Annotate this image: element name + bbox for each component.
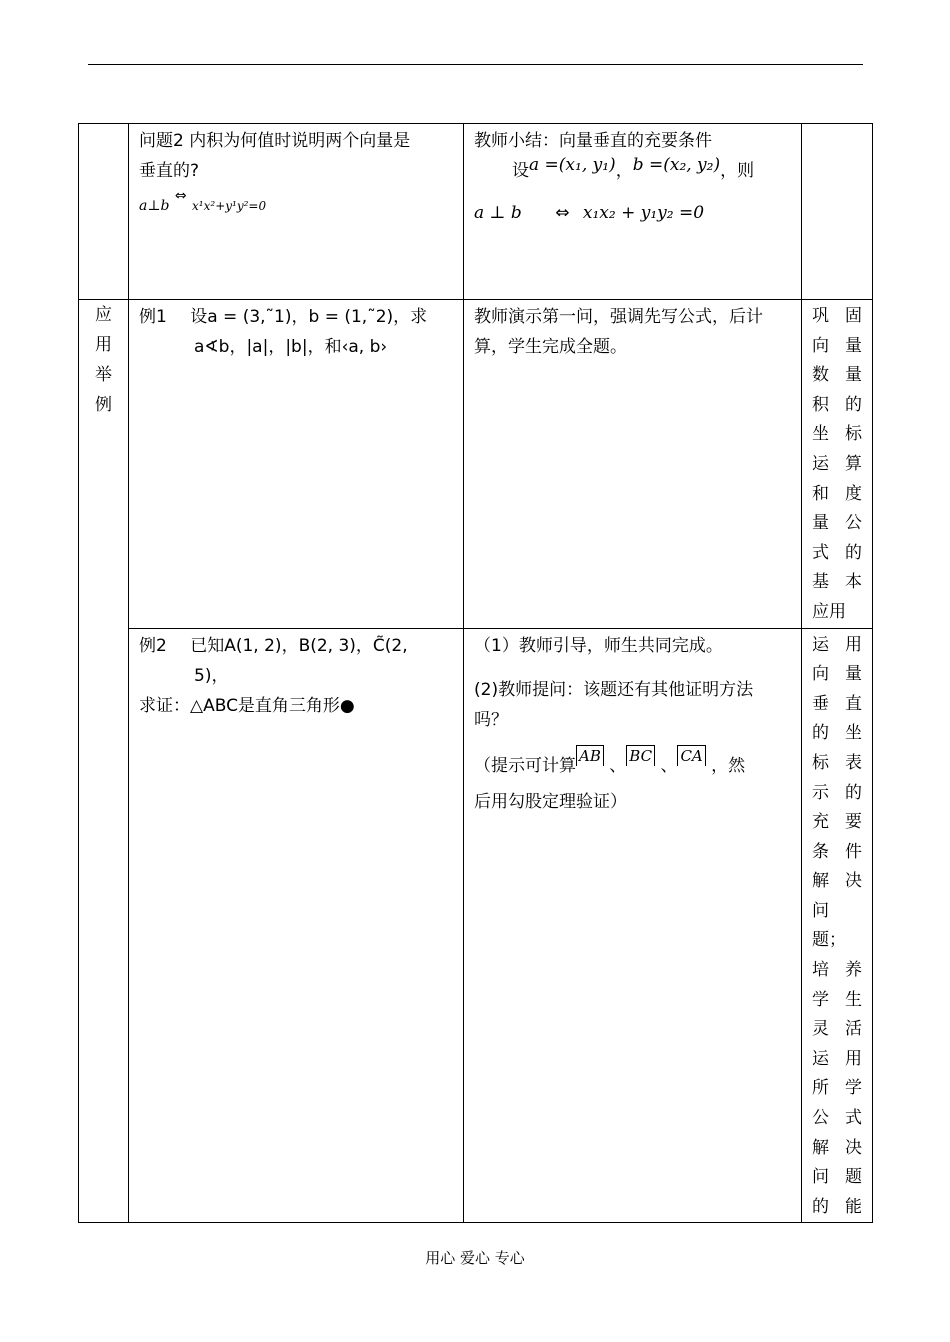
vector-bc-magnitude: BC [626,745,655,766]
purpose-pair: 所 学 [812,1078,862,1099]
teacher-guide-line: (2)教师提问：该题还有其他证明方法 [474,679,754,700]
purpose-pair: 解 决 [812,1137,862,1158]
teacher-guide-cell [464,628,802,1223]
purpose-cell [802,628,873,1223]
page-footer: 用心 爱心 专心 [425,1249,525,1267]
purpose-line: 应用 [812,601,846,622]
vector-definition [474,156,791,186]
purpose-cell-empty [802,124,873,300]
teacher-demo-line: 算，学生完成全题。 [474,337,627,357]
teacher-guide-line: （1）教师引导，师生共同完成。 [474,635,723,656]
purpose-pair: 的 能 [812,1196,862,1217]
vector-b: b =(x₂, y₂) [632,155,721,175]
purpose-pair: 向 量 [812,335,862,356]
example1-cell [129,300,464,629]
table-row [79,124,873,300]
teacher-demo-cell [464,300,802,629]
purpose-pair: 垂 直 [812,693,862,714]
formula-right: x¹x²+y¹y²=0 [192,199,267,213]
lesson-plan-table [78,123,873,1223]
purpose-pair: 坐 标 [812,424,862,445]
purpose-pair: 充 要 [812,812,862,833]
vector-a: a =(x₁, y₁) [529,155,616,175]
purpose-pair: 学 生 [812,989,862,1010]
purpose-pair: 运 用 [812,1048,862,1069]
teacher-guide-line: 吗？ [474,709,508,730]
vector-ab-magnitude: AB [576,745,604,766]
condition-iff: ⇔ [555,203,570,223]
hint-suffix: ，然 [711,755,746,776]
section-label-char: 例 [95,395,112,415]
problem-line: 垂直的? [139,161,200,181]
section-label-char: 应 [95,305,112,325]
purpose-pair: 积 的 [812,394,862,415]
example1-text: 设a = (3,˜1)，b = (1,˜2)，求 [190,307,428,327]
purpose-pair: 巩 固 [812,306,862,326]
purpose-pair: 问 题 [812,1167,862,1188]
purpose-pair: 示 的 [812,782,862,803]
purpose-pair: 基 本 [812,572,862,593]
table-row [79,300,873,629]
purpose-cell [802,300,873,629]
vector-ca-magnitude: CA [677,745,705,766]
teacher-summary-cell [464,124,802,300]
purpose-pair: 解 决 [812,871,862,892]
perpendicular-condition [474,198,791,228]
comma: ， [615,161,633,181]
separator: 、 [660,755,678,776]
example1-label: 例1 [139,307,167,327]
hint-prefix: （提示可计算 [474,755,576,776]
purpose-pair: 量 公 [812,513,862,534]
section-label-char: 用 [95,335,112,355]
condition-right: x₁x₂ + y₁y₂ =0 [582,203,705,223]
hint-line [474,746,791,781]
section-cell-empty [79,124,129,300]
purpose-pair: 培 养 [812,960,862,981]
problem-line: 问题2 内积为何值时说明两个向量是 [139,131,411,151]
purpose-pair: 条 件 [812,841,862,862]
purpose-pair: 运 用 [812,634,862,655]
teacher-summary-title: 教师小结：向量垂直的充要条件 [474,131,712,151]
example2-line: 5)， [194,665,229,686]
purpose-pair: 公 式 [812,1108,862,1129]
purpose-pair: 灵 活 [812,1019,862,1040]
problem-cell [129,124,464,300]
teacher-demo-line: 教师演示第一问，强调先写公式，后计 [474,307,763,327]
purpose-pair: 和 度 [812,483,862,504]
example1-line: a∢b，|a|，|b|，和‹a, b› [194,337,388,357]
purpose-pair: 式 的 [812,542,862,563]
purpose-line: 问题； [812,900,846,951]
example2-proof: 求证：△ABC是直角三角形● [139,695,355,716]
formula-left: a⊥b [139,198,170,214]
separator: 、 [609,755,627,776]
example1-line [139,302,453,332]
example2-cell [129,628,464,1223]
iff-symbol: ⇔ [174,188,187,204]
teacher-guide-line: 后用勾股定理验证） [474,791,627,812]
purpose-pair: 运 算 [812,453,862,474]
example2-text: 已知A(1, 2)，B(2, 3)，C̃(2, [190,635,408,656]
example2-line [139,631,453,661]
purpose-pair: 数 量 [812,365,862,386]
header-rule [88,64,863,65]
example2-label: 例2 [139,635,167,656]
purpose-pair: 向 量 [812,664,862,685]
condition-left: a ⊥ b [474,203,522,223]
section-label-cell [79,300,129,1223]
table-row [79,628,873,1223]
purpose-pair: 的 坐 [812,723,862,744]
purpose-pair: 标 表 [812,752,862,773]
section-label-char: 举 [95,365,112,385]
then-text: ，则 [720,161,755,181]
perpendicular-formula [139,190,453,221]
set-prefix: 设 [512,161,529,181]
